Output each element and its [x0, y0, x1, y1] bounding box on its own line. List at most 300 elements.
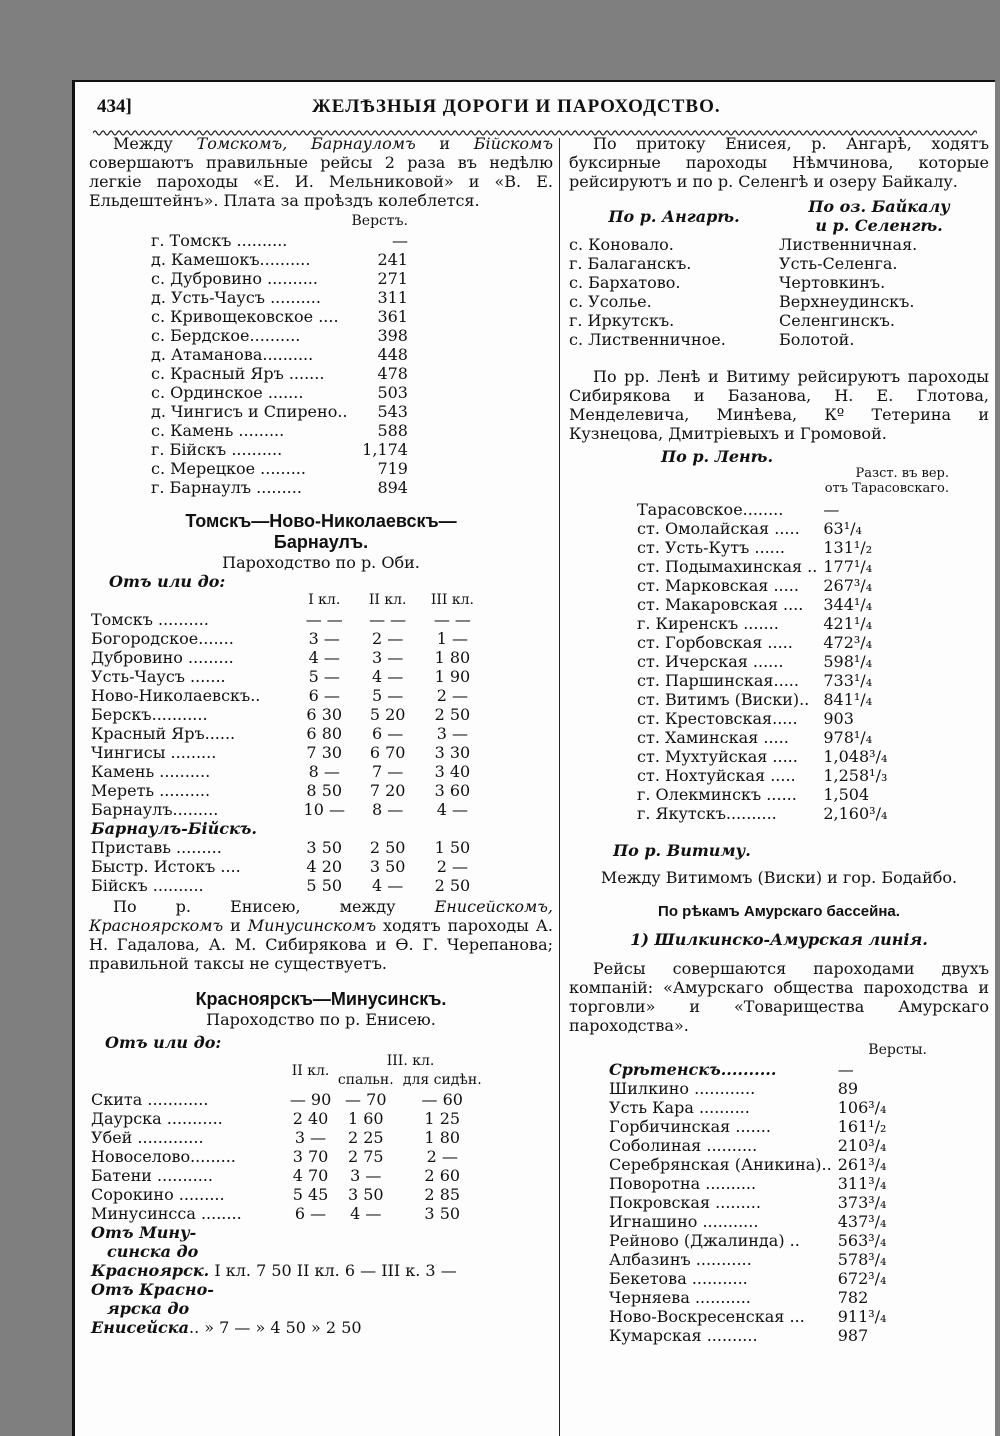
yenisei-seg: ходятъ пароходы А. Н. Гадалова, А. М. Сибирякова и Ѳ. Г. Черепанова; правильной таксы не существуетъ.	[89, 916, 553, 973]
place-name: Скита ............	[91, 1090, 209, 1109]
place-name: г. Киренскъ .......	[637, 614, 779, 633]
fare-value: 2 —	[436, 686, 469, 705]
distance-value: 472³/₄	[823, 633, 873, 652]
from-minusinsk-c: Красноярск.	[91, 1261, 210, 1280]
table-row	[609, 1193, 908, 1212]
yenisei-seg: По р. Енисею, между	[113, 897, 435, 916]
lena-distance-table	[637, 500, 893, 823]
from-minusinsk-b: синска до	[107, 1242, 199, 1261]
distance-value: 361	[377, 307, 408, 326]
fare-value: 5 50	[306, 876, 343, 895]
angara-heading: По р. Ангарѣ.	[608, 206, 740, 226]
table-row	[91, 743, 487, 762]
distance-value: 261³/₄	[837, 1155, 887, 1174]
distance-value: 1,048³/₄	[823, 747, 888, 766]
distance-value: 2,160³/₄	[823, 804, 888, 823]
table-row	[609, 1269, 908, 1288]
place-name: Соболиная ..........	[609, 1136, 758, 1155]
fare-value: — —	[369, 610, 407, 629]
fare-value: 3 60	[434, 781, 471, 800]
fare-value: 4 —	[350, 1204, 382, 1223]
route2-title-b: Барнаулъ.	[273, 532, 369, 552]
route3-from-to-label: Отъ или до:	[105, 1033, 222, 1052]
from-krasnoyarsk-b: ярска до	[107, 1299, 190, 1318]
fare-value: — —	[305, 610, 343, 629]
place-name: Минусинсса ........	[91, 1204, 242, 1223]
table-row	[91, 1204, 487, 1223]
place-name: Мереть ..........	[91, 781, 211, 800]
place-name: Усть Кара ..........	[609, 1098, 750, 1117]
place-name: ст. Омолайская .....	[637, 519, 800, 538]
baikal-heading-a: По оз. Байкалу	[808, 197, 950, 216]
table-row	[91, 1128, 487, 1147]
fare-value: 2 —	[436, 857, 469, 876]
fare-value: 6 —	[308, 686, 340, 705]
col-header-3: III кл.	[430, 592, 474, 608]
fare-value: — —	[433, 610, 471, 629]
angara-stop: с. Лиственничное.	[569, 330, 726, 349]
table-row	[609, 1307, 908, 1326]
place-name: г. Томскъ ..........	[151, 231, 288, 250]
distance-value: —	[391, 231, 408, 250]
route3-col-header-2a: спальн.	[337, 1072, 394, 1088]
baikal-stop: Верхнеудинскъ.	[779, 292, 915, 311]
distance-value: 503	[377, 383, 408, 402]
distance-value: 89	[837, 1079, 859, 1098]
table-row	[637, 538, 893, 557]
amur-paragraph: Рейсы совершаются пароходами двухъ компаній: «Амурскаго общества пароходства и торговли» и «Товарищества Амурскаго пароходства».	[569, 959, 989, 1035]
place-name: д. Камешокъ..........	[151, 250, 311, 269]
place-name: Барнаулъ.........	[91, 800, 219, 819]
place-name: ст. Паршинская.....	[637, 671, 799, 690]
fare-value: 3 —	[372, 648, 404, 667]
fare-value: 3 50	[424, 1204, 461, 1223]
table-row	[151, 383, 408, 402]
fare-value: 6 —	[372, 724, 404, 743]
table-row	[637, 804, 893, 823]
fare-value: 6 30	[306, 705, 343, 724]
place-name: Тарасовское........	[637, 500, 784, 519]
place-name: с. Дубровино ..........	[151, 269, 318, 288]
table-row	[151, 250, 408, 269]
route3-subtitle: Пароходство по р. Енисею.	[206, 1010, 436, 1029]
table-row	[637, 690, 893, 709]
baikal-stop: Болотой.	[779, 330, 855, 349]
table-row	[91, 667, 487, 686]
fare-value: 2 75	[347, 1147, 384, 1166]
place-name: ст. Ичерская ......	[637, 652, 784, 671]
place-name: с. Красный Яръ .......	[151, 364, 325, 383]
angara-stop: с. Усолье.	[569, 292, 652, 311]
place-name: Албазинъ ...........	[609, 1250, 752, 1269]
table-row	[151, 288, 408, 307]
table-row	[151, 459, 408, 478]
place-name: ст. Нохтуйская .....	[637, 766, 796, 785]
table-row	[637, 519, 893, 538]
biysk-subtitle: Барнаулъ-Бійскъ.	[91, 819, 257, 838]
fare-value: 7 20	[369, 781, 406, 800]
fare-value: 4 —	[308, 648, 340, 667]
distance-value: 241	[377, 250, 408, 269]
distance-value: 598¹/₄	[823, 652, 873, 671]
table-row	[91, 648, 487, 667]
distance-value: 311	[377, 288, 408, 307]
table-row	[609, 1288, 908, 1307]
fare-value: 3 —	[308, 629, 340, 648]
fare-value: 7 —	[372, 762, 404, 781]
special-fares	[91, 1223, 487, 1337]
fare-value: 7 30	[306, 743, 343, 762]
yenisei-seg: Минусинскомъ	[247, 916, 377, 935]
intro-seg: Томскомъ, Барнауломъ	[196, 134, 416, 153]
from-krasnoyarsk-fares: .. » 7 — » 4 50 » 2 50	[188, 1318, 362, 1337]
table-row	[151, 326, 408, 345]
place-name: Ново-Николаевскъ..	[91, 686, 261, 705]
place-name: с. Камень .........	[151, 421, 285, 440]
angara-paragraph: По притоку Енисея, р. Ангарѣ, ходятъ буксирные пароходы Нѣмчинова, которые рейсируютъ и по р. Селенгѣ и озеру Байкалу.	[569, 134, 989, 191]
fare-value: 3 50	[347, 1185, 384, 1204]
distance-value: 978¹/₄	[823, 728, 873, 747]
fare-value: 4 70	[292, 1166, 329, 1185]
fare-value: 1 80	[434, 648, 471, 667]
distance-value: 106³/₄	[837, 1098, 887, 1117]
vitim-line: Между Витимомъ (Виски) и гор. Бодайбо.	[600, 868, 958, 887]
distance-value: 421¹/₄	[823, 614, 873, 633]
baikal-heading-b: и р. Селенгѣ.	[815, 216, 943, 235]
place-name: Быстр. Истокъ ....	[91, 857, 241, 876]
table-row	[91, 762, 487, 781]
table-row	[91, 724, 487, 743]
angara-baikal-table	[569, 197, 979, 349]
table-row	[637, 747, 893, 766]
distance-value: 478	[377, 364, 408, 383]
fare-value: — 70	[345, 1090, 387, 1109]
fare-value: 2 50	[434, 705, 471, 724]
table-row	[609, 1117, 908, 1136]
angara-stop: г. Иркутскъ.	[569, 311, 675, 330]
col-header-2: II кл.	[368, 592, 407, 608]
page-number: 434]	[97, 96, 132, 117]
distance-value: 373³/₄	[837, 1193, 887, 1212]
distance-value: 578³/₄	[837, 1250, 887, 1269]
baikal-stop: Селенгинскъ.	[779, 311, 895, 330]
place-name: Серебрянская (Аникина)..	[609, 1155, 832, 1174]
place-name: Убей .............	[91, 1128, 204, 1147]
fare-value: 2 25	[347, 1128, 384, 1147]
route2-subtitle: Пароходство по р. Оби.	[222, 553, 420, 572]
table-row	[569, 292, 979, 311]
fare-value: 1 25	[424, 1109, 461, 1128]
place-name: Шилкино ............	[609, 1079, 756, 1098]
distance-value: 210³/₄	[837, 1136, 887, 1155]
table-row	[91, 781, 487, 800]
place-name: ст. Мухтуйская .....	[637, 747, 798, 766]
table-row	[609, 1098, 908, 1117]
route3-fare-table	[91, 1052, 487, 1223]
fare-value: 10 —	[303, 800, 345, 819]
distance-value: 672³/₄	[837, 1269, 887, 1288]
table-row	[151, 402, 408, 421]
table-row	[91, 705, 487, 724]
place-name: ст. Макаровская ....	[637, 595, 804, 614]
amur-distance-table	[609, 1060, 908, 1345]
fare-value: 2 —	[372, 629, 404, 648]
vitim-title: По р. Витиму.	[613, 841, 751, 860]
place-name: Дубровино .........	[91, 648, 234, 667]
fare-value: 2 —	[426, 1147, 458, 1166]
table-row	[637, 576, 893, 595]
place-name: Берскъ...........	[91, 705, 208, 724]
place-name: Усть-Чаусъ .......	[91, 667, 226, 686]
place-name: г. Олекминскъ ......	[637, 785, 797, 804]
distance-value: 161¹/₂	[837, 1117, 887, 1136]
distance-value: 63¹/₄	[823, 519, 862, 538]
fare-value: 2 60	[424, 1166, 461, 1185]
table-row	[151, 231, 408, 250]
distance-value: 1,258¹/₃	[823, 766, 888, 785]
from-to-label: Отъ или до:	[109, 572, 226, 591]
tomsk-header: Верстъ.	[351, 213, 408, 229]
tomsk-rows	[151, 231, 408, 497]
table-row	[91, 876, 487, 895]
col-header-1: I кл.	[308, 592, 341, 608]
table-row	[637, 728, 893, 747]
intro-paragraph	[89, 134, 553, 210]
fare-value: 3 70	[292, 1147, 329, 1166]
distance-value: 543	[377, 402, 408, 421]
lena-paragraph: По рр. Ленѣ и Витиму рейсируютъ пароходы Сибирякова и Базанова, Н. Е. Глотова, Менделевича, Минѣева, Кº Тетерина и Кузнецова, Дмитріевыхъ и Громовой.	[569, 367, 989, 443]
fare-value: 2 85	[424, 1185, 461, 1204]
place-name: ст. Витимъ (Виски)..	[637, 690, 810, 709]
fare-value: 1 —	[436, 629, 469, 648]
fare-value: 6 —	[294, 1204, 327, 1223]
place-name: Новоселово.........	[91, 1147, 236, 1166]
left-column	[89, 134, 553, 1337]
fare-value: 3 30	[434, 743, 471, 762]
table-row	[637, 614, 893, 633]
route2-fare-table	[91, 591, 487, 895]
fare-value: 3 —	[436, 724, 469, 743]
table-row	[637, 595, 893, 614]
fare-value: 8 50	[306, 781, 343, 800]
place-name: ст. Усть-Кутъ ......	[637, 538, 785, 557]
lena-header-b: отъ Тарасовскаго.	[824, 481, 949, 496]
place-name: д. Атаманова..........	[151, 345, 314, 364]
table-row	[91, 1166, 487, 1185]
place-name: ст. Крестовская.....	[637, 709, 798, 728]
table-row	[609, 1136, 908, 1155]
table-row	[569, 330, 979, 349]
table-row	[91, 800, 487, 819]
table-row	[637, 500, 893, 519]
distance-value: 271	[377, 269, 408, 288]
distance-value: —	[837, 1060, 854, 1079]
distance-value: 344¹/₄	[823, 595, 873, 614]
table-row	[609, 1155, 908, 1174]
place-name: Камень ..........	[91, 762, 211, 781]
fare-value: 3 40	[434, 762, 471, 781]
angara-stop: с. Бархатово.	[569, 273, 681, 292]
table-row	[91, 1090, 487, 1109]
table-row	[91, 629, 487, 648]
fare-value: 3 50	[369, 857, 406, 876]
place-name: Бійскъ ..........	[91, 876, 204, 895]
fare-value: 3 50	[306, 838, 343, 857]
route3-title: Красноярскъ—Минусинскъ.	[195, 989, 447, 1009]
table-row	[151, 307, 408, 326]
place-name: Игнашино ...........	[609, 1212, 759, 1231]
fare-value: 3 —	[350, 1166, 382, 1185]
distance-value: 177¹/₄	[823, 557, 873, 576]
table-row	[609, 1079, 908, 1098]
table-row	[91, 1147, 487, 1166]
distance-value: 1,504	[823, 785, 870, 804]
intro-seg: и	[415, 134, 474, 153]
place-name: Батени ...........	[91, 1166, 213, 1185]
table-row	[91, 610, 487, 629]
place-name: Красный Яръ......	[91, 724, 236, 743]
fare-value: 4 —	[372, 667, 404, 686]
table-row	[637, 671, 893, 690]
amur-header: Версты.	[868, 1042, 927, 1058]
table-row	[151, 269, 408, 288]
fare-value: 2 50	[369, 838, 406, 857]
place-name: Покровская .........	[609, 1193, 761, 1212]
yenisei-seg: Енисейскомъ, Красноярскомъ	[89, 897, 553, 935]
tomsk-distance-table	[151, 212, 408, 497]
table-row	[609, 1212, 908, 1231]
table-row	[151, 421, 408, 440]
table-row	[91, 838, 487, 857]
fare-value: 4 —	[436, 800, 469, 819]
fare-value: — 60	[421, 1090, 463, 1109]
fare-value: 8 —	[308, 762, 340, 781]
place-name: Богородское.......	[91, 629, 234, 648]
table-row	[609, 1250, 908, 1269]
place-name: Даурска ...........	[91, 1109, 223, 1128]
angara-stop: г. Балаганскъ.	[569, 254, 692, 273]
place-name: д. Усть-Чаусъ ..........	[151, 288, 321, 307]
place-name: Горбичинская .......	[609, 1117, 771, 1136]
fare-value: 6 80	[306, 724, 343, 743]
distance-value: 987	[837, 1326, 869, 1345]
running-title: ЖЕЛѢЗНЫЯ ДОРОГИ И ПАРОХОДСТВО.	[312, 96, 721, 117]
from-minusinsk-fares: I кл. 7 50 II кл. 6 — III к. 3 —	[209, 1261, 457, 1280]
place-name: ст. Марковская .....	[637, 576, 799, 595]
route2-title-a: Томскъ—Ново-Николаевскъ—	[185, 511, 457, 531]
table-row	[151, 345, 408, 364]
page	[72, 80, 995, 1436]
table-row	[151, 364, 408, 383]
fare-value: 2 40	[292, 1109, 329, 1128]
place-name: Сорокино .........	[91, 1185, 225, 1204]
distance-value: 903	[823, 709, 854, 728]
fare-value: 5 20	[369, 705, 406, 724]
fare-value: 1 50	[434, 838, 471, 857]
table-row	[569, 311, 979, 330]
fare-value: 6 70	[369, 743, 406, 762]
table-row	[637, 652, 893, 671]
distance-value: 719	[377, 459, 408, 478]
baikal-stop: Усть-Селенга.	[779, 254, 898, 273]
table-row	[609, 1060, 908, 1079]
place-name: г. Бійскъ ..........	[151, 440, 283, 459]
place-name: ст. Горбовская .....	[637, 633, 793, 652]
place-name: с. Бердское..........	[151, 326, 301, 345]
table-row	[151, 440, 408, 459]
route3-col-header-2b: для сидѣн.	[402, 1072, 482, 1088]
place-name: Ново-Воскресенская ...	[609, 1307, 805, 1326]
place-name: Срѣтенскъ..........	[609, 1060, 777, 1079]
place-name: д. Чингисъ и Спирено..	[151, 402, 348, 421]
place-name: Бекетова ...........	[609, 1269, 748, 1288]
place-name: ст. Хаминская .....	[637, 728, 789, 747]
table-row	[609, 1326, 908, 1345]
route3-col-header-2: III. кл.	[386, 1053, 435, 1069]
amur-title: По рѣкамъ Амурскаго бассейна.	[658, 903, 900, 920]
intro-seg: Между	[113, 134, 197, 153]
from-krasnoyarsk-a: Отъ Красно-	[91, 1280, 214, 1299]
right-column	[569, 134, 989, 1345]
table-row	[637, 709, 893, 728]
fare-value: — 90	[289, 1090, 332, 1109]
table-row	[637, 785, 893, 804]
yenisei-paragraph	[89, 897, 553, 973]
table-row	[637, 633, 893, 652]
place-name: с. Ординское .......	[151, 383, 304, 402]
distance-value: 311³/₄	[837, 1174, 887, 1193]
distance-value: 448	[377, 345, 408, 364]
from-minusinsk-a: Отъ Мину-	[91, 1223, 197, 1242]
place-name: Рейново (Джалинда) ..	[609, 1231, 800, 1250]
distance-value: 437³/₄	[837, 1212, 887, 1231]
distance-value: —	[823, 500, 840, 519]
table-row	[637, 557, 893, 576]
place-name: Поворотна ..........	[609, 1174, 757, 1193]
table-row	[609, 1174, 908, 1193]
fare-value: 1 60	[347, 1109, 384, 1128]
place-name: г. Якутскъ..........	[637, 804, 777, 823]
fare-value: 5 —	[372, 686, 404, 705]
place-name: Чингисы .........	[91, 743, 217, 762]
intro-seg: Бійскомъ	[473, 134, 553, 153]
place-name: Томскъ ..........	[91, 610, 209, 629]
distance-value: 398	[377, 326, 408, 345]
table-row	[569, 254, 979, 273]
page-header	[97, 96, 977, 126]
place-name: с. Кривощековское ....	[151, 307, 339, 326]
place-name: Черняева ...........	[609, 1288, 751, 1307]
distance-value: 131¹/₂	[823, 538, 873, 557]
route3-col-header-1: II кл.	[291, 1062, 330, 1079]
table-row	[609, 1231, 908, 1250]
place-name: Кумарская ..........	[609, 1326, 758, 1345]
place-name: ст. Подымахинская ..	[637, 557, 818, 576]
table-row	[569, 235, 979, 254]
distance-value: 911³/₄	[837, 1307, 887, 1326]
column-divider	[559, 138, 560, 1436]
fare-value: 5 —	[308, 667, 340, 686]
fare-value: 4 20	[306, 857, 343, 876]
table-row	[151, 478, 408, 497]
distance-value: 782	[837, 1288, 869, 1307]
table-row	[569, 273, 979, 292]
table-row	[91, 1185, 487, 1204]
distance-value: 1,174	[362, 440, 408, 459]
from-krasnoyarsk-c: Енисейска	[91, 1318, 189, 1337]
yenisei-seg: и	[223, 916, 248, 935]
place-name: с. Мерецкое .........	[151, 459, 306, 478]
